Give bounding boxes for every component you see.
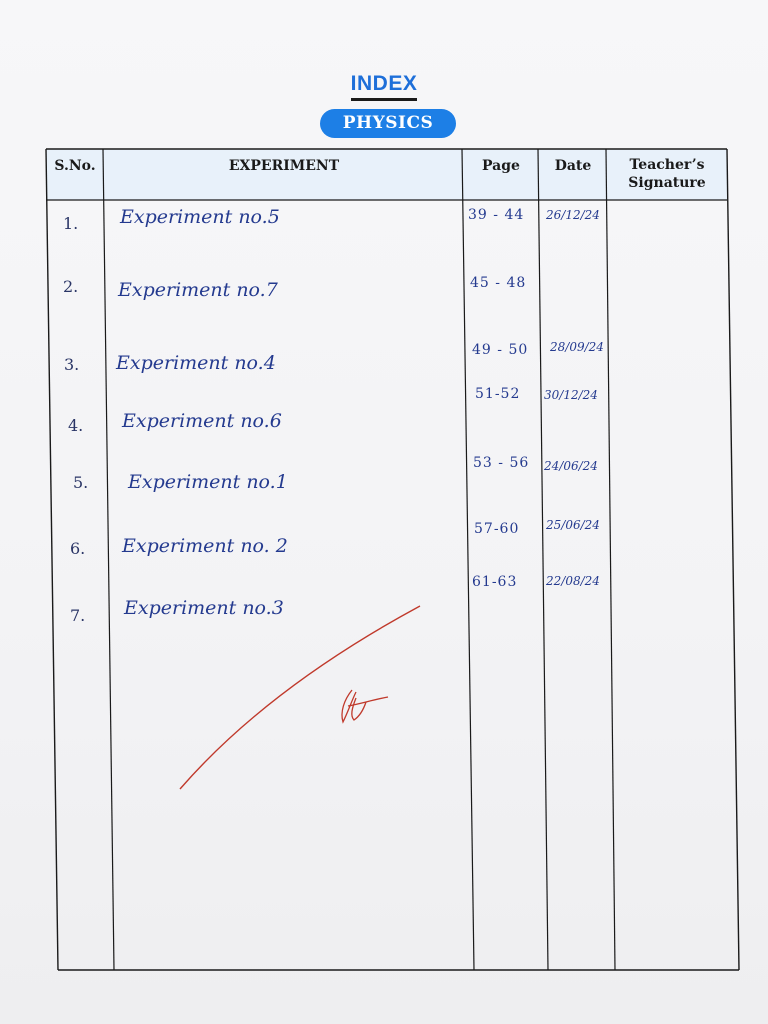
- subject-badge: PHYSICS: [320, 109, 456, 138]
- row-5-date: 24/06/24: [544, 459, 598, 473]
- row-7-sno: 7.: [70, 606, 86, 625]
- row-4-sno: 4.: [68, 416, 84, 435]
- row-2-experiment: Experiment no.7: [118, 279, 278, 301]
- row-6-page: 57-60: [474, 521, 520, 537]
- row-4-date: 30/12/24: [544, 388, 598, 402]
- col-divider-experiment: [462, 149, 474, 970]
- col-right-border: [727, 149, 739, 970]
- row-1-date: 26/12/24: [546, 208, 600, 222]
- row-5-page: 53 - 56: [473, 455, 530, 471]
- row-3-page: 49 - 50: [472, 342, 529, 358]
- col-left-border: [46, 149, 58, 970]
- row-5-experiment: Experiment no.1: [128, 471, 288, 493]
- col-divider-date: [606, 149, 615, 970]
- col-header-sno: S.No.: [54, 158, 96, 174]
- row-6-experiment: Experiment no. 2: [122, 535, 288, 557]
- col-divider-page: [538, 149, 548, 970]
- col-header-page: Page: [482, 158, 520, 174]
- row-3-experiment: Experiment no.4: [116, 352, 276, 374]
- col-header-experiment: EXPERIMENT: [228, 158, 340, 174]
- row-3-date: 28/09/24: [550, 340, 604, 354]
- row-7-page: 61-63: [472, 574, 518, 590]
- row-7-experiment: Experiment no.3: [124, 597, 284, 619]
- row-2-page: 45 - 48: [470, 275, 527, 291]
- row-7-date: 22/08/24: [546, 574, 600, 588]
- index-title: INDEX: [351, 72, 418, 101]
- col-divider-sno: [103, 149, 114, 970]
- row-3-sno: 3.: [64, 355, 80, 374]
- row-4-page: 51-52: [475, 386, 521, 402]
- row-1-sno: 1.: [63, 214, 79, 233]
- col-header-signature: [607, 156, 727, 192]
- row-6-date: 25/06/24: [546, 518, 600, 532]
- row-6-sno: 6.: [70, 539, 86, 558]
- row-1-page: 39 - 44: [468, 207, 525, 223]
- col-header-signature-line2: Signature: [628, 175, 706, 191]
- col-header-date: Date: [554, 158, 592, 174]
- col-header-signature-line1: Teacher’s: [629, 157, 705, 173]
- row-2-sno: 2.: [63, 277, 79, 296]
- row-1-experiment: Experiment no.5: [120, 206, 280, 228]
- teacher-signature-mark: [342, 690, 388, 722]
- row-5-sno: 5.: [73, 473, 89, 492]
- row-4-experiment: Experiment no.6: [122, 410, 282, 432]
